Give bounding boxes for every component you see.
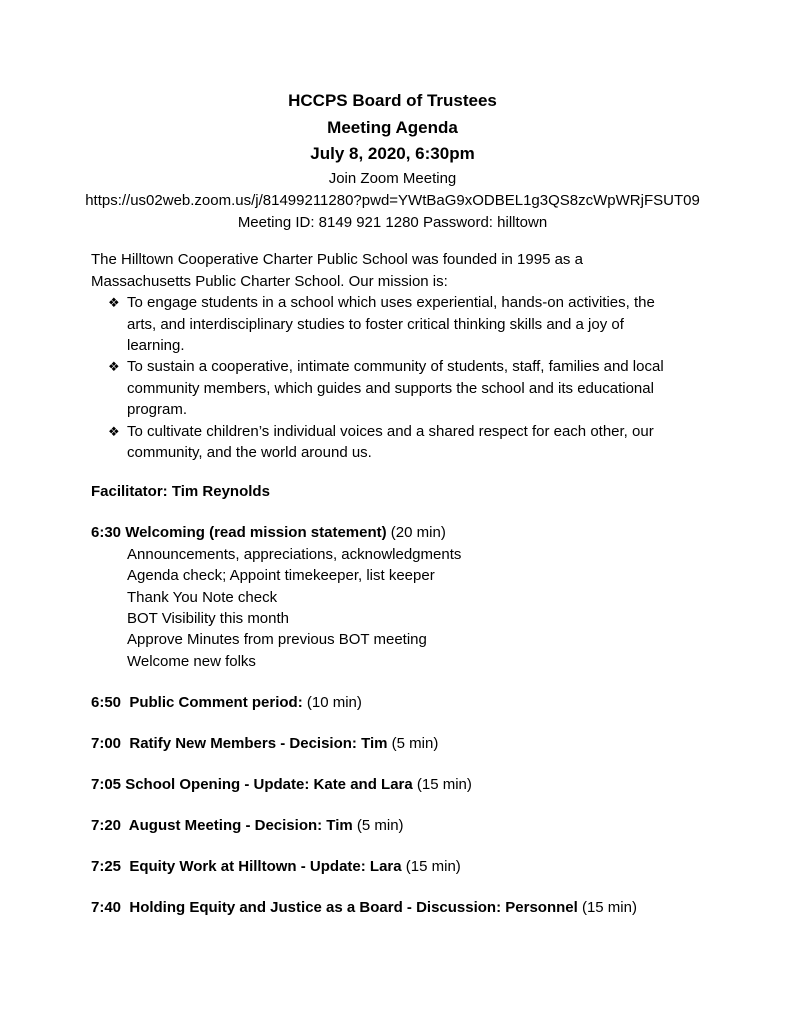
doc-title: HCCPS Board of Trustees	[288, 91, 497, 110]
agenda-sub-item: Announcements, appreciations, acknowledgments	[127, 545, 462, 563]
agenda-item-duration: (5 min)	[352, 816, 404, 834]
mission-bullet-line: community members, which guides and supports the school and its educational	[127, 379, 654, 397]
agenda-sub-item: Welcome new folks	[127, 652, 256, 670]
agenda-item-title-bold: 6:50 Public Comment period:	[91, 693, 303, 711]
mission-bullet	[91, 421, 791, 464]
agenda-item-public-comment	[91, 692, 791, 713]
agenda-item-duration: (5 min)	[387, 734, 439, 752]
agenda-sub-items	[91, 544, 791, 672]
mission-bullet-line: learning.	[127, 337, 185, 355]
agenda-sub-item: Thank You Note check	[127, 588, 278, 606]
agenda-item-title-bold: 7:20 August Meeting - Decision: Tim	[91, 816, 353, 834]
agenda-item-title-bold: 7:05 School Opening - Update: Kate and Lara	[91, 775, 413, 793]
mission-bullet	[91, 356, 791, 420]
agenda-section	[91, 522, 791, 918]
mission-bullet-line: To cultivate children’s individual voices and a shared respect for each other, our	[127, 422, 654, 440]
diamond-bullet-icon: ❖	[108, 296, 120, 312]
facilitator-line: Facilitator: Tim Reynolds	[91, 483, 270, 501]
agenda-item-title-bold: 7:00 Ratify New Members - Decision: Tim	[91, 734, 388, 752]
agenda-item-school-opening	[91, 774, 791, 795]
agenda-item-duration: (15 min)	[401, 857, 461, 875]
agenda-item-ratify-members	[91, 733, 791, 754]
agenda-item-title	[91, 522, 791, 543]
meeting-id-password: Meeting ID: 8149 921 1280 Password: hilltown	[237, 214, 548, 232]
intro-section	[91, 249, 791, 463]
mission-bullet-line: arts, and interdisciplinary studies to foster critical thinking skills and a joy of	[127, 315, 624, 333]
mission-bullet-line: community, and the world around us.	[127, 444, 372, 462]
agenda-item-duration: (20 min)	[386, 524, 446, 542]
doc-subtitle: Meeting Agenda	[327, 117, 458, 137]
agenda-item-duration: (15 min)	[412, 775, 472, 793]
agenda-item-august-meeting	[91, 815, 791, 836]
diamond-bullet-icon: ❖	[108, 424, 120, 440]
agenda-item-duration: (15 min)	[577, 898, 637, 916]
diamond-bullet-icon: ❖	[108, 360, 120, 376]
agenda-item-equity-work	[91, 856, 791, 877]
agenda-item-title-bold: 6:30 Welcoming (read mission statement)	[91, 524, 387, 542]
agenda-item-equity-justice-discussion	[91, 897, 791, 918]
mission-bullet	[91, 292, 791, 356]
mission-bullet-line: To sustain a cooperative, intimate community of students, staff, families and local	[127, 358, 664, 376]
doc-header	[0, 0, 785, 234]
agenda-item-duration: (10 min)	[302, 693, 362, 711]
zoom-meeting-link[interactable]: https://us02web.zoom.us/j/81499211280?pwd=YWtBaG9xODBEL1g3QS8zcWpWRjFSUT09	[85, 191, 700, 209]
agenda-sub-item: Approve Minutes from previous BOT meeting	[127, 631, 427, 649]
agenda-item-title-bold: 7:40 Holding Equity and Justice as a Board - Discussion: Personnel	[91, 898, 578, 916]
doc-datetime: July 8, 2020, 6:30pm	[310, 144, 475, 163]
agenda-item-welcoming	[91, 522, 791, 672]
agenda-sub-item: BOT Visibility this month	[127, 610, 290, 628]
join-zoom-label: Join Zoom Meeting	[328, 169, 457, 187]
agenda-sub-item: Agenda check; Appoint timekeeper, list keeper	[127, 567, 435, 585]
agenda-item-title-bold: 7:25 Equity Work at Hilltown - Update: Lara	[91, 857, 402, 875]
mission-bullet-line: program.	[127, 401, 188, 419]
intro-line: Massachusetts Public Charter School. Our mission is:	[91, 272, 448, 290]
intro-line: The Hilltown Cooperative Charter Public School was founded in 1995 as a	[91, 251, 583, 269]
mission-bullet-line: To engage students in a school which uses experiential, hands-on activities, the	[127, 294, 655, 312]
